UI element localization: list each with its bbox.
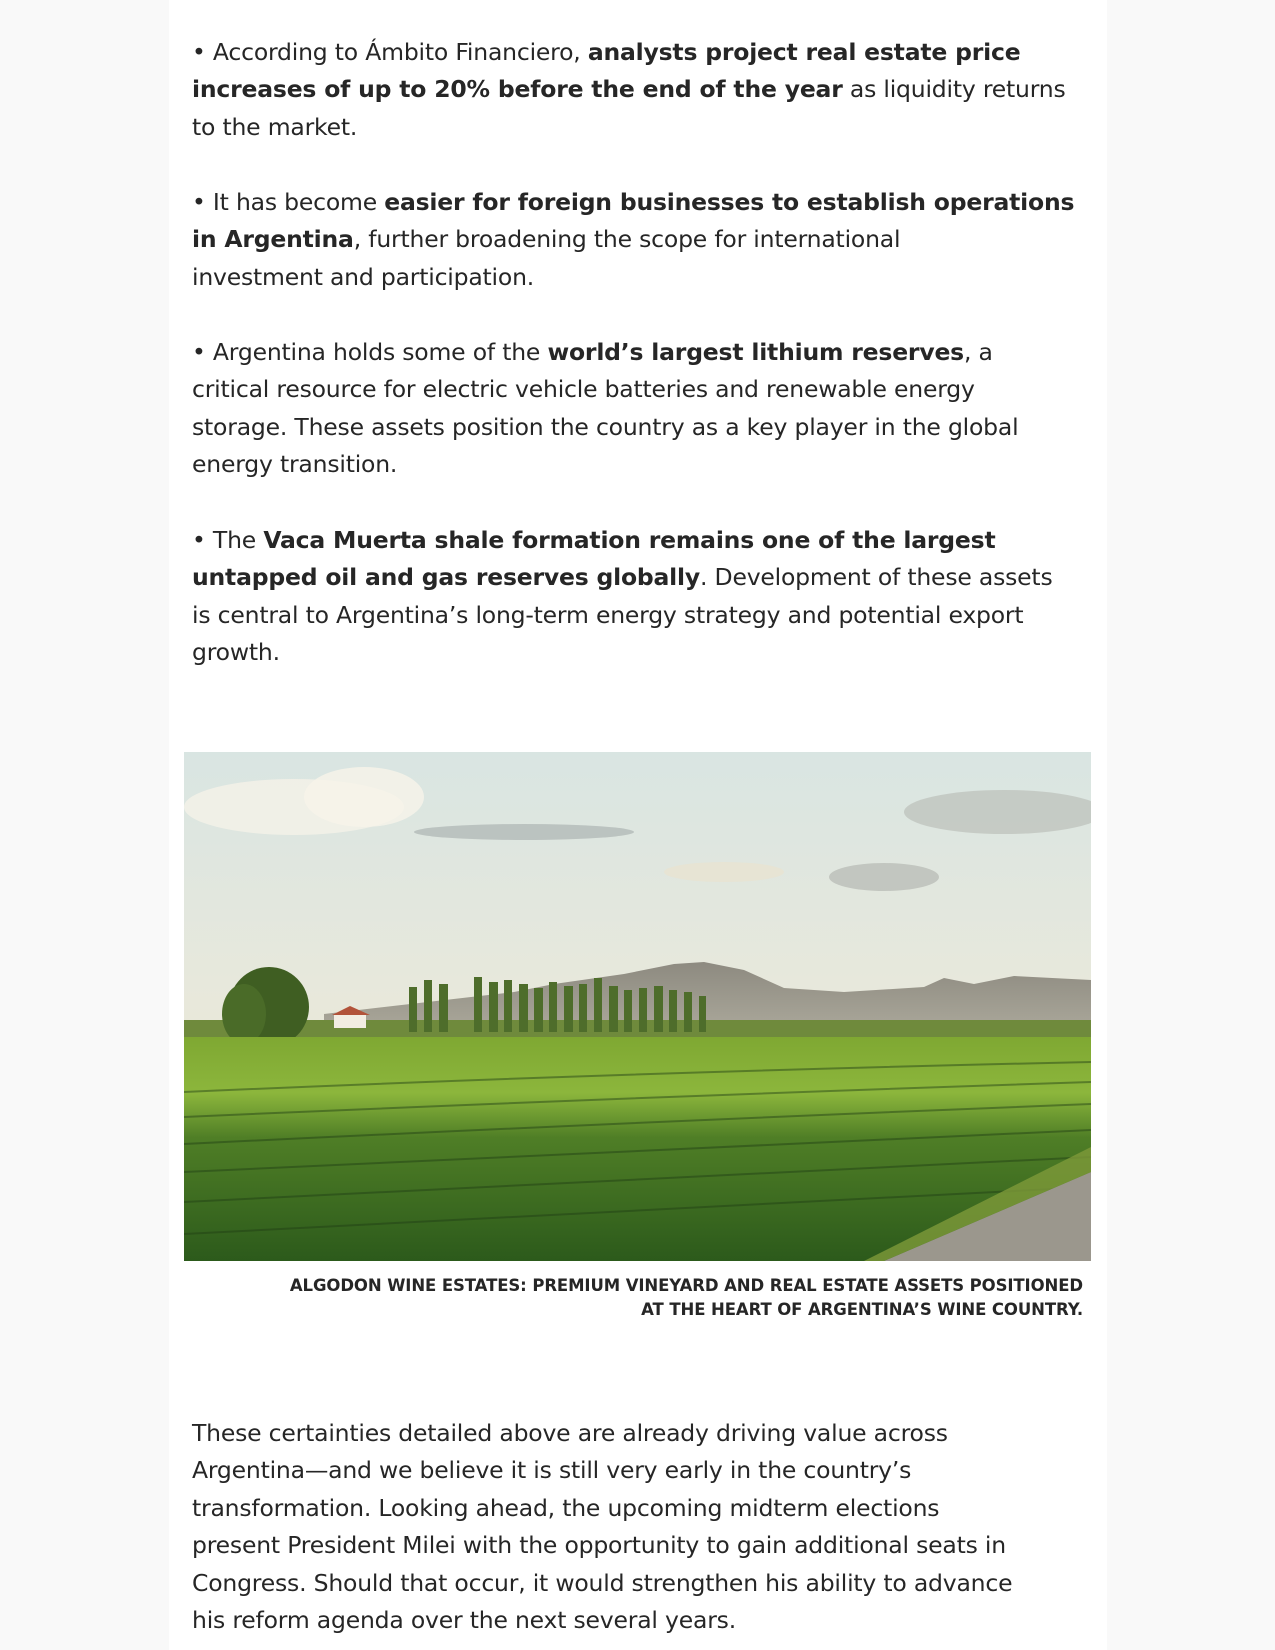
text: as liquidity returns	[842, 75, 1066, 104]
vineyard-landscape-image	[184, 752, 1091, 1261]
bold-text: world’s largest lithium reserves	[547, 338, 964, 366]
text: • It has become	[192, 188, 385, 216]
closing-line: transformation. Looking ahead, the upcoming midterm elections	[192, 1493, 940, 1522]
bold-text: in Argentina	[192, 225, 354, 254]
closing-line: Congress. Should that occur, it would strengthen his ability to advance	[192, 1568, 1013, 1597]
photo-caption	[192, 1274, 1083, 1322]
bullet-line	[192, 184, 1092, 221]
text: investment and participation.	[192, 262, 535, 291]
closing-line: Argentina—and we believe it is still very early in the country’s	[192, 1456, 912, 1485]
closing-line: his reform agenda over the next several years.	[192, 1605, 736, 1634]
text: storage. These assets position the country as a key player in the global	[192, 412, 1019, 441]
closing-line: present President Milei with the opportunity to gain additional seats in	[192, 1531, 1006, 1560]
closing-line: These certainties detailed above are already driving value across	[192, 1419, 948, 1447]
text: • The	[192, 526, 264, 554]
bold-text: untapped oil and gas reserves globally	[192, 563, 701, 592]
bold-text: analysts project real estate price	[587, 38, 1021, 66]
caption-line-1: ALGODON WINE ESTATES: PREMIUM VINEYARD AND REAL ESTATE ASSETS POSITIONED	[289, 1276, 1083, 1295]
bullet-line	[192, 597, 1092, 634]
bullet-line	[192, 522, 1092, 559]
bullet-lithium	[192, 334, 1092, 484]
text: • According to Ámbito Financiero,	[192, 38, 588, 66]
bullet-line	[192, 634, 1092, 671]
bold-text: easier for foreign businesses to establish operations	[384, 188, 1075, 216]
text: critical resource for electric vehicle batteries and renewable energy	[192, 375, 975, 404]
text: growth.	[192, 638, 280, 667]
text: energy transition.	[192, 450, 398, 479]
bold-text: Vaca Muerta shale formation remains one of the largest	[263, 526, 996, 554]
bullet-vaca-muerta	[192, 522, 1092, 672]
bullet-line	[192, 259, 1092, 296]
text: to the market.	[192, 112, 358, 141]
bullet-line	[192, 559, 1092, 596]
vineyard-photo	[184, 752, 1091, 1261]
bullet-line	[192, 34, 1092, 71]
text: is central to Argentina’s long-term energy strategy and potential export	[192, 600, 1024, 629]
bullet-real-estate	[192, 34, 1092, 146]
bullet-line	[192, 71, 1092, 108]
bullet-line	[192, 221, 1092, 258]
caption-line-2: AT THE HEART OF ARGENTINA’S WINE COUNTRY.	[641, 1300, 1083, 1319]
bold-text: increases of up to 20% before the end of the year	[192, 75, 843, 104]
text: • Argentina holds some of the	[192, 338, 548, 366]
bullet-line	[192, 409, 1092, 446]
bullet-line	[192, 446, 1092, 483]
bullet-line	[192, 334, 1092, 371]
closing-paragraph	[192, 1415, 1092, 1639]
text: , a	[963, 338, 993, 366]
text: , further broadening the scope for international	[353, 225, 901, 254]
text: . Development of these assets	[700, 563, 1053, 592]
bullet-foreign-business	[192, 184, 1092, 296]
bullet-line	[192, 371, 1092, 408]
bullet-line	[192, 109, 1092, 146]
